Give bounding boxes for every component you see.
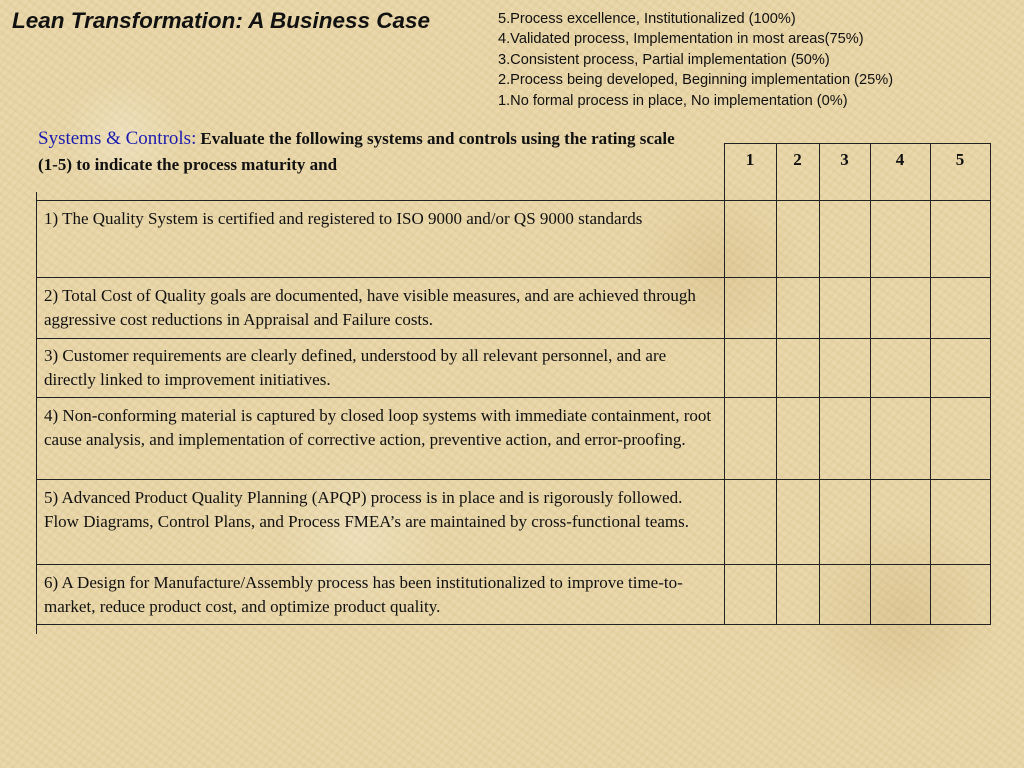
rating-cell-q6-5[interactable] [931,565,990,624]
rating-scale-legend [498,9,893,111]
rating-cell-q1-3[interactable] [820,201,870,277]
rating-cell-q6-1[interactable] [725,565,776,624]
rating-cell-q4-3[interactable] [820,398,870,479]
rating-cell-q3-4[interactable] [871,339,930,397]
question-text: 2) Total Cost of Quality goals are documented, have visible measures, and are achieved through aggressive cost reductions in Appraisal and Failure costs. [44,286,696,329]
rating-cell-q4-1[interactable] [725,398,776,479]
rating-cell-q1-2[interactable] [777,201,819,277]
column-header-5: 5 [955,150,965,169]
rating-cell-q2-1[interactable] [725,278,776,338]
rating-cell-q3-1[interactable] [725,339,776,397]
rating-cell-q5-4[interactable] [871,480,930,564]
page-title: Lean Transformation: A Business Case [12,8,431,33]
column-header-1: 1 [745,150,755,169]
rating-cell-q5-3[interactable] [820,480,870,564]
rating-cell-q6-4[interactable] [871,565,930,624]
rating-cell-q1-4[interactable] [871,201,930,277]
rating-cell-q3-5[interactable] [931,339,990,397]
question-text: 3) Customer requirements are clearly defined, understood by all relevant personnel, and are directly linked to improvement initiatives. [44,346,667,389]
rating-cell-q2-2[interactable] [777,278,819,338]
question-text: 5) Advanced Product Quality Planning (APQP) process is in place and is rigorously followed. Flow Diagrams, Control Plans, and Process FMEA’s are maintained by cross-functional teams. [44,488,689,531]
rating-cell-q2-3[interactable] [820,278,870,338]
column-header-4: 4 [895,150,905,169]
question-text: 1) The Quality System is certified and registered to ISO 9000 and/or QS 9000 standards [44,209,643,228]
rating-scale-item: 3.Consistent process, Partial implementation (50%) [498,51,830,68]
table-border [990,143,991,625]
section-heading: Systems & Controls: [38,128,197,149]
rating-cell-q5-1[interactable] [725,480,776,564]
rating-cell-q2-5[interactable] [931,278,990,338]
column-header-3: 3 [840,150,849,169]
table-border [36,192,37,634]
section-intro [38,126,698,178]
rating-cell-q1-5[interactable] [931,201,990,277]
rating-scale-item: 4.Validated process, Implementation in most areas(75%) [498,31,864,48]
rating-scale-item: 5.Process excellence, Institutionalized (100%) [498,11,796,27]
rating-cell-q3-2[interactable] [777,339,819,397]
section-instruction: Evaluate the following systems and controls using the rating scale (1-5) to indicate the process maturity and [38,129,675,174]
rating-cell-q4-5[interactable] [931,398,990,479]
question-text: 4) Non-conforming material is captured by closed loop systems with immediate containment, root cause analysis, and implementation of corrective action, preventive action, and error-proofing. [44,406,712,449]
rating-cell-q5-2[interactable] [777,480,819,564]
rating-cell-q6-2[interactable] [777,565,819,624]
rating-cell-q3-3[interactable] [820,339,870,397]
rating-cell-q6-3[interactable] [820,565,870,624]
question-text: 6) A Design for Manufacture/Assembly process has been institutionalized to improve time-to-market, reduce product cost, and optimize product quality. [44,573,683,616]
rating-scale-item: 1.No formal process in place, No implementation (0%) [498,92,848,109]
rating-scale-item: 2.Process being developed, Beginning implementation (25%) [498,72,894,89]
column-header-2: 2 [793,150,802,169]
rating-cell-q2-4[interactable] [871,278,930,338]
rating-cell-q4-4[interactable] [871,398,930,479]
rating-cell-q4-2[interactable] [777,398,819,479]
rating-cell-q1-1[interactable] [725,201,776,277]
rating-cell-q5-5[interactable] [931,480,990,564]
table-border [36,624,991,625]
